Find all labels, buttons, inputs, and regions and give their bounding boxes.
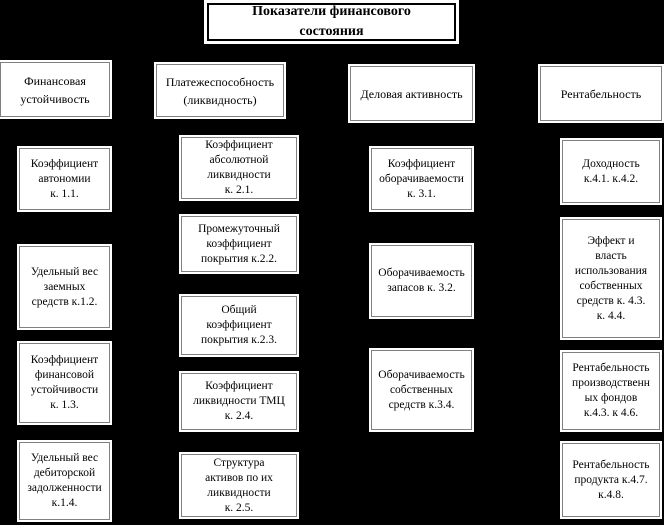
node-k-4-7-4-8: Рентабельность продукта к.4.7. к.4.8. [562, 443, 660, 517]
node-k-2-2: Промежуточный коэффициент покрытия к.2.2. [181, 216, 297, 272]
node-k-2-5: Структура активов по их ликвидности к. 2.5. [181, 454, 297, 517]
node-k-2-3: Общий коэффициент покрытия к.2.3. [181, 296, 297, 355]
node-k-1-2: Удельный вес заемных средств к.1.2. [19, 246, 110, 328]
node-k-4-3-4-4: Эффект и власть использования собственных средств к. 4.3. к. 4.4. [562, 219, 660, 338]
node-k-2-1: Коэффициент абсолютной ликвидности к. 2.1. [181, 137, 297, 199]
node-k-2-4: Коэффициент ликвидности ТМЦ к. 2.4. [181, 373, 297, 430]
diagram-title: Показатели финансового состояния [207, 3, 456, 41]
category-solvency-liquidity: Платежеспособность (ликвидность) [156, 64, 284, 117]
category-profitability: Рентабельность [540, 66, 662, 121]
node-k-4-1-4-2: Доходность к.4.1. к.4.2. [562, 140, 660, 203]
node-k-1-1: Коэффициент автономии к. 1.1. [19, 148, 110, 210]
category-financial-stability: Финансовая устойчивость [0, 62, 110, 117]
node-k-3-4: Оборачиваемость собственных средств к.3.4. [371, 350, 472, 430]
node-k-3-2: Оборачиваемость запасов к. 3.2. [371, 245, 472, 317]
node-k-4-3-4-6: Рентабельность производственн ых фондов к.4.3. к 4.6. [562, 352, 660, 430]
node-k-1-3: Коэффициент финансовой устойчивости к. 1.3. [19, 343, 110, 423]
category-business-activity: Деловая активность [350, 66, 473, 121]
node-k-1-4: Удельный вес дебиторской задолженности к.1.4. [19, 442, 110, 520]
node-k-3-1: Коэффициент оборачиваемости к. 3.1. [371, 148, 472, 210]
